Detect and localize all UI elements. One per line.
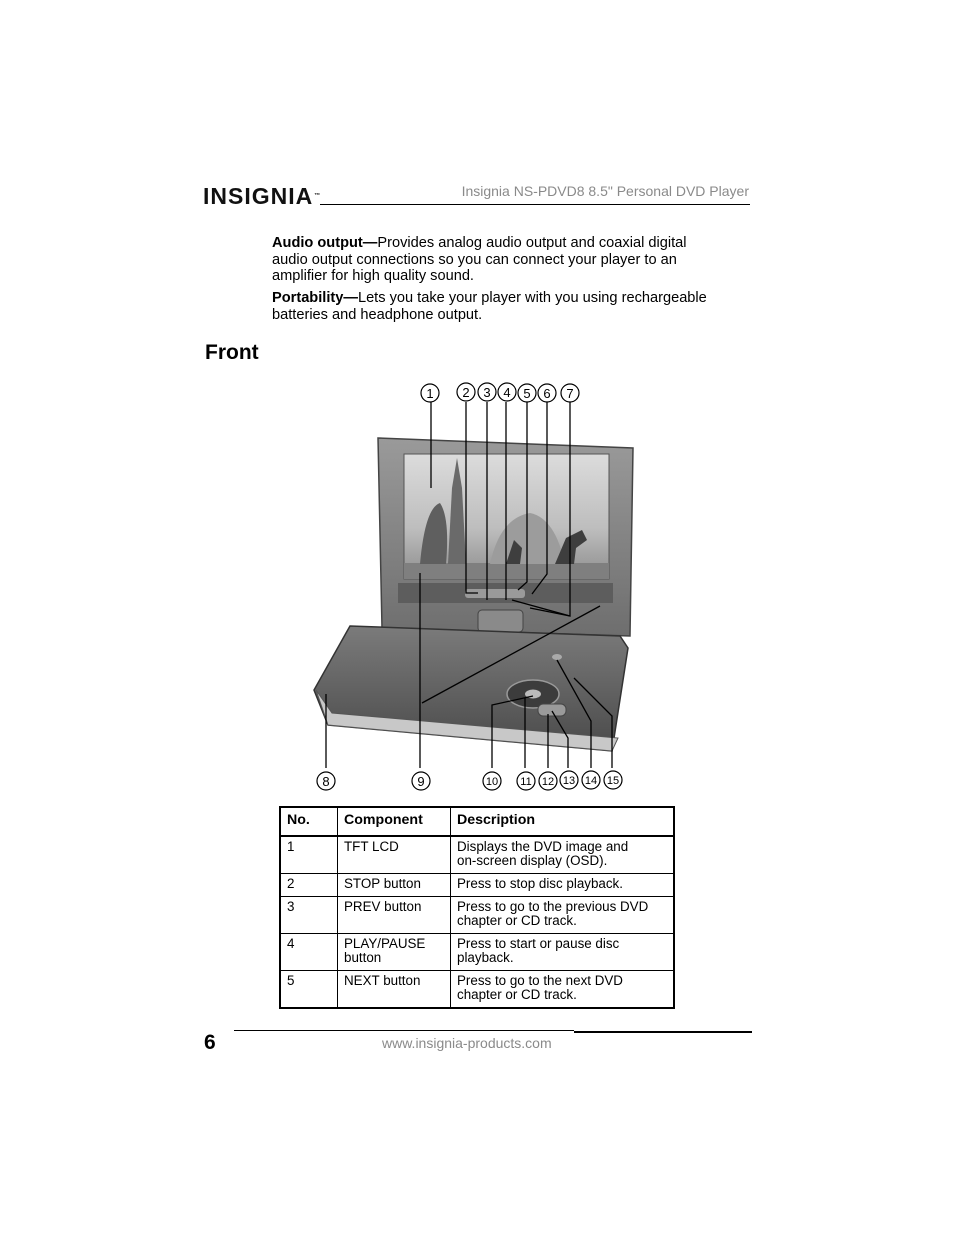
cell-description xyxy=(451,971,675,1009)
cell-line: on-screen display (OSD). xyxy=(457,853,608,868)
cell-no: 3 xyxy=(280,897,338,934)
cell-line: Displays the DVD image and xyxy=(457,839,629,854)
header-description: Description xyxy=(451,807,675,836)
header-rule xyxy=(320,204,750,205)
cell-line: chapter or CD track. xyxy=(457,987,577,1002)
insignia-logo xyxy=(203,183,320,209)
callout-2: 2 xyxy=(462,385,470,400)
callout-12: 12 xyxy=(541,776,555,788)
cell-line: PREV button xyxy=(344,899,422,914)
cell-no: 2 xyxy=(280,874,338,897)
feature-line: batteries and headphone output. xyxy=(272,306,483,323)
feature-line: audio output connections so you can connect your player to an xyxy=(272,251,677,268)
feature-line: Provides analog audio output and coaxial digital xyxy=(377,235,687,251)
cell-component xyxy=(338,836,451,874)
feature-line: amplifier for high quality sound. xyxy=(272,268,474,284)
header-no: No. xyxy=(280,807,338,836)
callout-15: 15 xyxy=(606,775,620,787)
callout-3: 3 xyxy=(483,385,491,400)
page-number: 6 xyxy=(204,1031,216,1054)
cell-description xyxy=(451,897,675,934)
cell-description xyxy=(451,934,675,971)
cell-component xyxy=(338,934,451,971)
feature-audio-output xyxy=(272,235,752,285)
feature-term: Portability— xyxy=(272,290,358,306)
callout-7: 7 xyxy=(566,386,574,401)
cell-description xyxy=(451,836,675,874)
callout-6: 6 xyxy=(543,386,551,401)
cell-component xyxy=(338,897,451,934)
cell-component xyxy=(338,874,451,897)
hinge xyxy=(478,610,523,632)
cell-line: Press to stop disc playback. xyxy=(457,876,623,891)
section-title-front: Front xyxy=(205,341,259,364)
header-component: Component xyxy=(338,807,451,836)
cell-line: button xyxy=(344,950,382,965)
components-table xyxy=(279,806,675,1009)
footer-rule xyxy=(234,1030,574,1031)
callout-10: 10 xyxy=(485,776,499,788)
feature-line: Lets you take your player with you using rechargeable xyxy=(357,290,707,306)
cell-description xyxy=(451,874,675,897)
cell-line: Press to go to the next DVD xyxy=(457,973,623,988)
table-row xyxy=(280,836,674,874)
table-row xyxy=(280,971,674,1009)
cell-line: TFT LCD xyxy=(344,839,399,854)
callout-13: 13 xyxy=(562,775,576,787)
logo-text: INSIGNIA xyxy=(203,183,314,209)
callout-4: 4 xyxy=(503,385,511,400)
table-row xyxy=(280,934,674,971)
cell-line: playback. xyxy=(457,950,514,965)
table-row xyxy=(280,874,674,897)
callout-8: 8 xyxy=(322,774,330,789)
callout-5: 5 xyxy=(523,386,531,401)
callout-9: 9 xyxy=(417,774,425,789)
callout-1: 1 xyxy=(426,386,434,401)
callout-14: 14 xyxy=(584,775,598,787)
trademark: ™ xyxy=(314,193,321,199)
cell-line: STOP button xyxy=(344,876,421,891)
cell-line: chapter or CD track. xyxy=(457,913,577,928)
cell-component xyxy=(338,971,451,1009)
cell-line: Press to go to the previous DVD xyxy=(457,899,649,914)
cell-no: 4 xyxy=(280,934,338,971)
feature-term: Audio output— xyxy=(272,235,378,251)
footer-rule-accent xyxy=(574,1031,752,1033)
table-header-row xyxy=(280,807,674,836)
footer-url: www.insignia-products.com xyxy=(382,1035,552,1051)
cell-no: 1 xyxy=(280,836,338,874)
callout-11: 11 xyxy=(520,776,532,788)
feature-portability xyxy=(272,290,752,323)
dvd-player-front-illustration xyxy=(300,378,640,798)
table-row xyxy=(280,897,674,934)
header-title: Insignia NS-PDVD8 8.5" Personal DVD Player xyxy=(461,183,749,199)
cell-line: NEXT button xyxy=(344,973,421,988)
cell-line: PLAY/PAUSE xyxy=(344,936,426,951)
cell-no: 5 xyxy=(280,971,338,1009)
cell-line: Press to start or pause disc xyxy=(457,936,620,951)
